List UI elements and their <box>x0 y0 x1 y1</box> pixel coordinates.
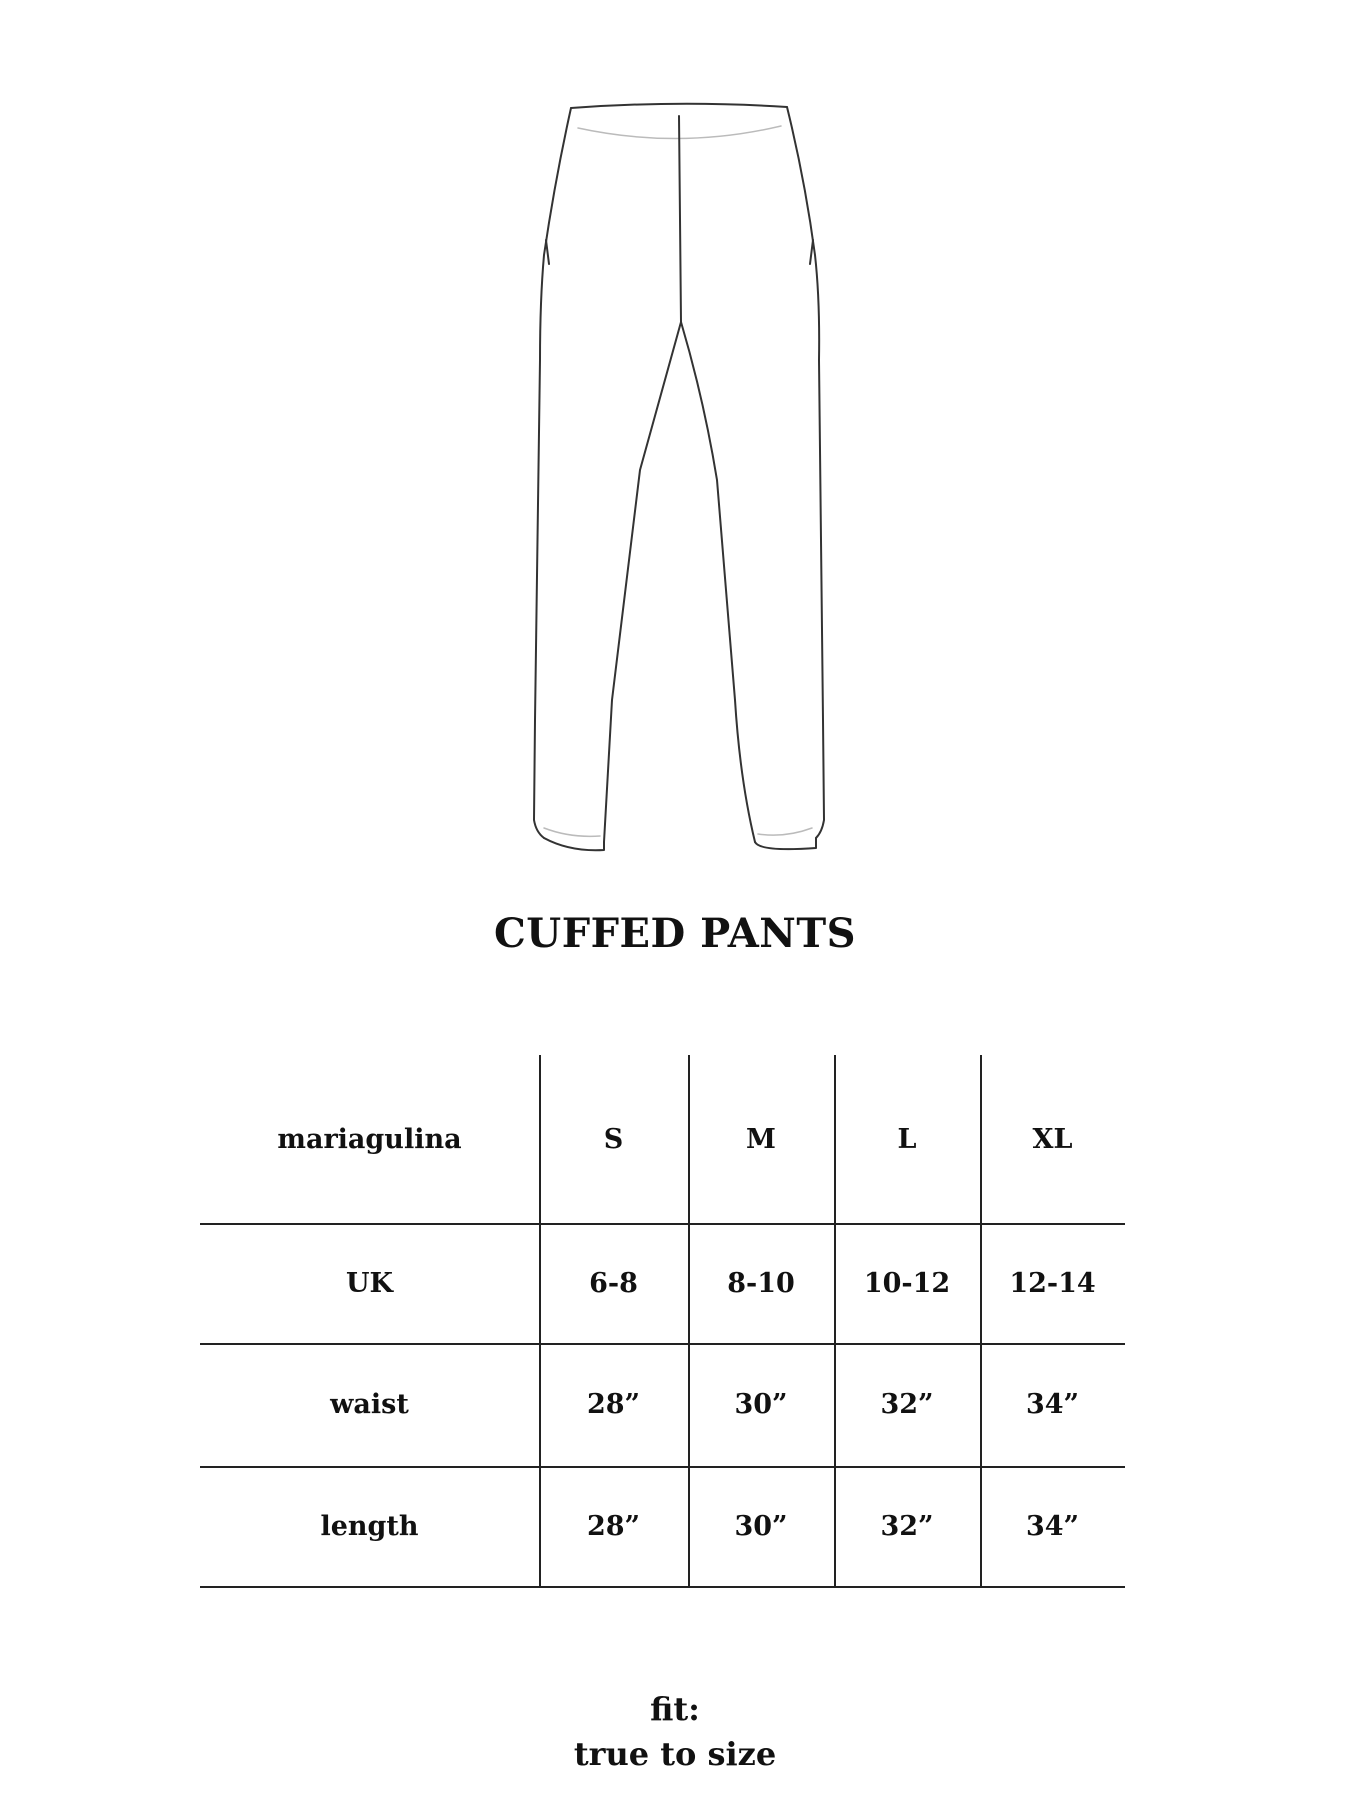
fit-value: true to size <box>573 1735 777 1773</box>
waist-value-s: 28” <box>586 1389 641 1420</box>
length-value-s: 28” <box>586 1510 641 1542</box>
length-value-m: 30” <box>734 1510 788 1542</box>
table-divider <box>200 1586 1125 1588</box>
size-header-s: S <box>603 1123 624 1155</box>
uk-value-m: 8-10 <box>727 1267 795 1299</box>
waist-value-m: 30” <box>734 1389 788 1420</box>
waist-value-xl: 34” <box>1025 1389 1080 1420</box>
waist-value-l: 32” <box>880 1389 934 1420</box>
size-header-xl: XL <box>1032 1123 1073 1155</box>
size-chart-table <box>200 1055 1125 1590</box>
uk-value-l: 10-12 <box>863 1267 951 1299</box>
length-value-l: 32” <box>880 1510 934 1542</box>
fit-label: fit: <box>650 1690 700 1728</box>
row-label-waist: waist <box>330 1389 409 1420</box>
brand-header-cell: mariagulina <box>277 1123 462 1155</box>
product-title: CUFFED PANTS <box>493 910 857 957</box>
row-label-length: length <box>320 1510 419 1542</box>
uk-value-s: 6-8 <box>589 1267 638 1299</box>
size-header-m: M <box>746 1123 776 1155</box>
row-label-uk: UK <box>345 1267 393 1299</box>
length-value-xl: 34” <box>1025 1510 1080 1542</box>
uk-value-xl: 12-14 <box>1009 1267 1096 1299</box>
size-header-l: L <box>897 1123 917 1155</box>
